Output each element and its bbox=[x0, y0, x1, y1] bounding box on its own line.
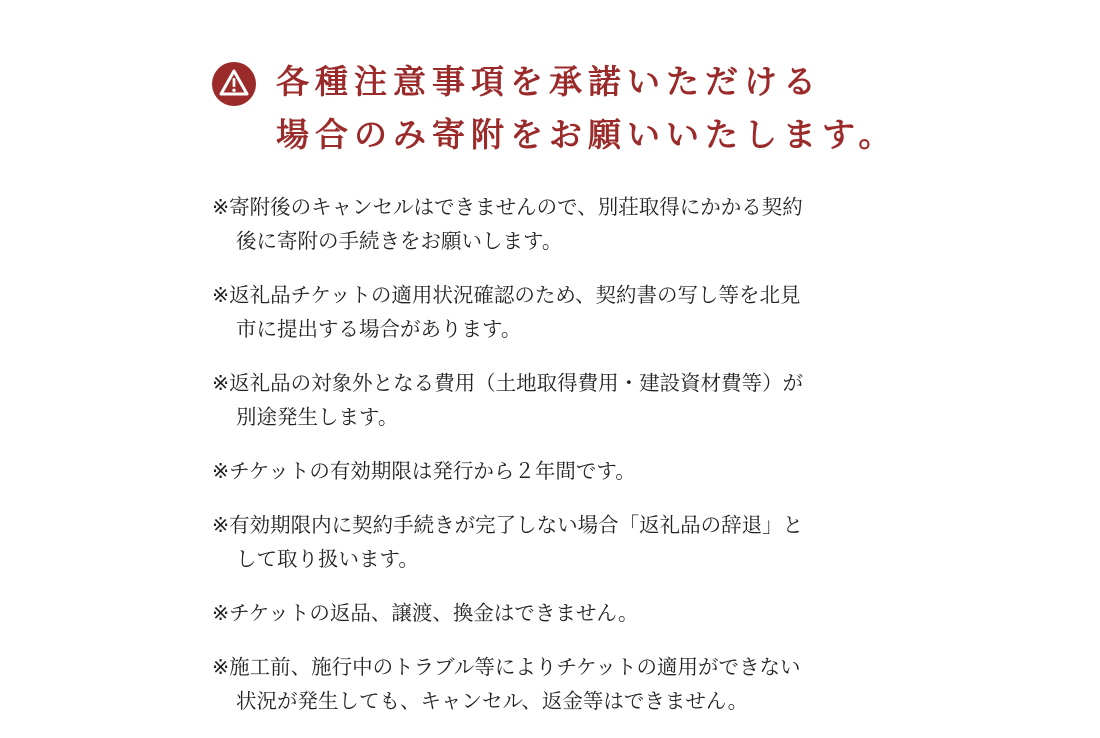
warning-triangle-icon bbox=[212, 62, 256, 106]
note-excluded-costs bbox=[212, 366, 902, 434]
note-line: ※チケットの有効期限は発行から２年間です。 bbox=[212, 459, 636, 483]
note-expiry bbox=[212, 454, 902, 488]
note-line: 別途発生します。 bbox=[236, 405, 399, 429]
note-line: ※寄附後のキャンセルはできませんので、別荘取得にかかる契約 bbox=[212, 195, 803, 219]
note-line: 市に提出する場合があります。 bbox=[236, 317, 522, 341]
note-contract-copy bbox=[212, 278, 902, 346]
notes-list bbox=[212, 190, 902, 738]
note-deadline bbox=[212, 508, 902, 576]
heading-line-2: 場合のみ寄附をお願いいたします。 bbox=[276, 115, 898, 154]
note-line: ※チケットの返品、譲渡、換金はできません。 bbox=[212, 601, 639, 625]
note-cancellation bbox=[212, 190, 902, 258]
note-line: ※施工前、施行中のトラブル等によりチケットの適用ができない bbox=[212, 655, 801, 679]
note-no-return bbox=[212, 596, 902, 630]
note-line: ※有効期限内に契約手続きが完了しない場合「返礼品の辞退」と bbox=[212, 513, 804, 537]
note-line: ※返礼品の対象外となる費用（土地取得費用・建設資材費等）が bbox=[212, 371, 804, 395]
note-line: 後に寄附の手続きをお願いします。 bbox=[236, 229, 563, 253]
note-line: 状況が発生しても、キャンセル、返金等はできません。 bbox=[236, 689, 749, 713]
note-line: して取り扱います。 bbox=[236, 547, 419, 571]
note-line: ※返礼品チケットの適用状況確認のため、契約書の写し等を北見 bbox=[212, 283, 801, 307]
note-trouble bbox=[212, 650, 902, 718]
heading-line-1: 各種注意事項を承諾いただける bbox=[276, 62, 822, 101]
